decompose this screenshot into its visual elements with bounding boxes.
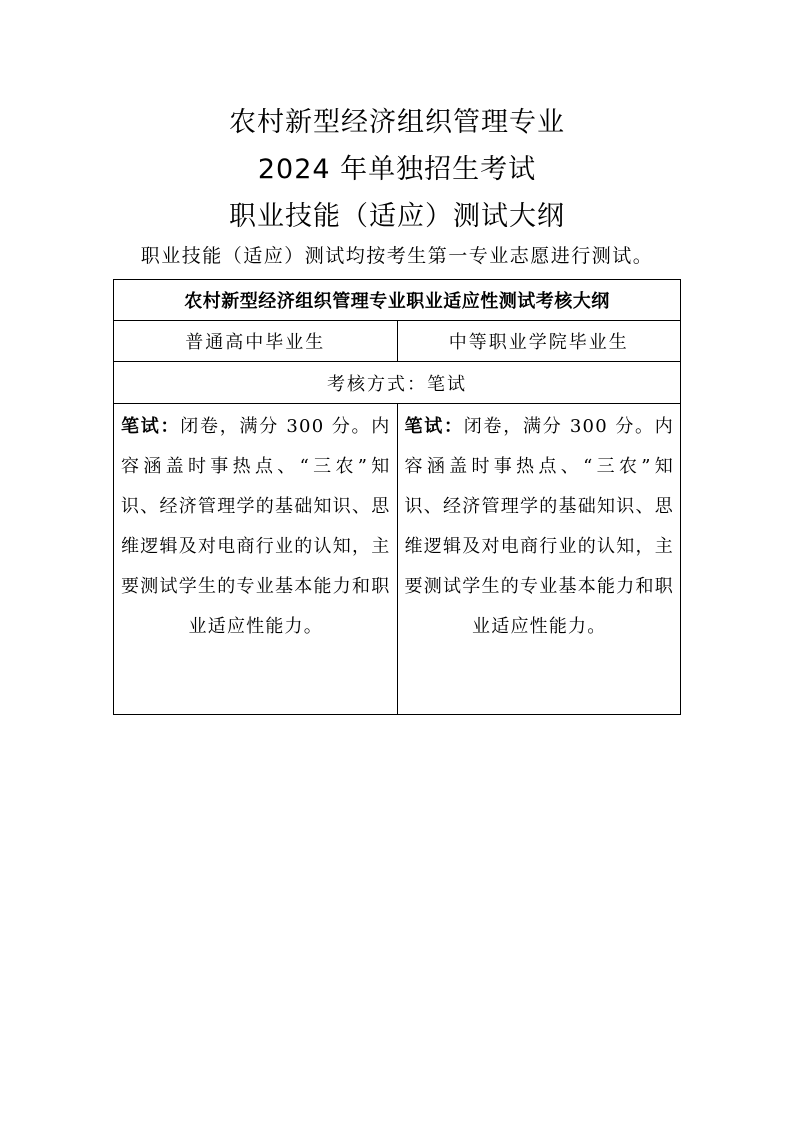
written-exam-description: 闭卷，满分 300 分。内容涵盖时事热点、“三农”知识、经济管理学的基础知识、思维逻辑及对电商行业的认知，主要测试学生的专业基本能力和职业适应性能力。	[404, 416, 674, 637]
written-exam-description: 闭卷，满分 300 分。内容涵盖时事热点、“三农”知识、经济管理学的基础知识、思维逻辑及对电商行业的认知，主要测试学生的专业基本能力和职业适应性能力。	[121, 416, 391, 637]
content-cell-vocational	[397, 404, 681, 715]
table-method-row	[114, 362, 681, 404]
document-title-line-2: 2024 年单独招生考试	[257, 154, 537, 185]
table-title-row	[114, 280, 681, 321]
group-header-high-school: 普通高中毕业生	[114, 321, 398, 362]
table-group-row	[114, 321, 681, 362]
document-title-line-3: 职业技能（适应）测试大纲	[229, 201, 565, 232]
written-exam-label: 笔试：	[121, 416, 181, 437]
group-header-vocational: 中等职业学院毕业生	[397, 321, 681, 362]
exam-method: 考核方式：笔试	[114, 362, 681, 404]
table-content-row	[114, 404, 681, 715]
table-title: 农村新型经济组织管理专业职业适应性测试考核大纲	[114, 280, 681, 321]
content-cell-high-school	[114, 404, 398, 715]
document-title-line-1: 农村新型经济组织管理专业	[229, 107, 565, 138]
syllabus-table	[113, 279, 681, 715]
written-exam-label: 笔试：	[404, 416, 464, 437]
intro-paragraph: 职业技能（适应）测试均按考生第一专业志愿进行测试。	[140, 245, 654, 267]
